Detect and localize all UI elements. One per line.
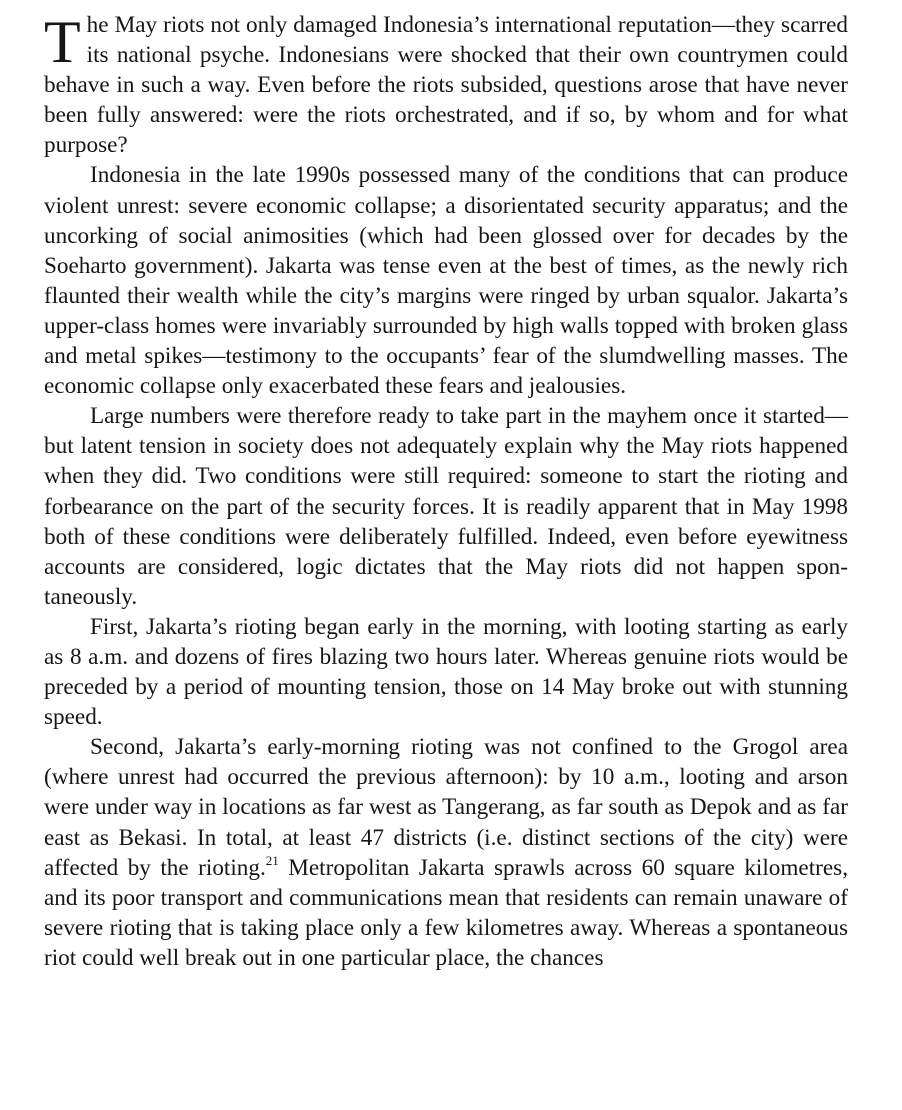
paragraph-5-text-after-note: Metropolitan Jakarta sprawls across 60 square kilometres, and its poor transport and communications mean that residents can remain unaware of severe rioting that is taking place only a few kilometres away. Whereas a spontaneous riot could well break out in one particular place, the chances [44, 854, 849, 971]
paragraph-4 [44, 612, 848, 732]
footnote-marker: 21 [265, 852, 279, 868]
paragraph-5-text-before-note: Second, Jakarta’s early-morning rioting was not confined to the Grogol area (where unrest had occurred the previous afternoon): by 10 a.m., looting and arson were under way in locations as far west as Tangerang, as far south as Depok and as far east as Bekasi. In total, at least 47 districts (i.e. distinct sections of the city) were affected by the rioting. [44, 734, 848, 881]
paragraph-4-text: First, Jakarta’s rioting began early in the morning, with looting starting as early as 8 a.m. and dozens of fires blazing two hours later. Whereas genuine riots would be preceded by a period of mounting tension, those on 14 May broke out with stunning speed. [44, 613, 848, 731]
paragraph-3-text: Large numbers were therefore ready to take part in the mayhem once it started—but latent tension in society does not adequately explain why the May riots happened when they did. Two conditions were still required: someone to start the rioting and forbearance on the part of the security forces. It is readily apparent that in May 1998 both of these conditions were deliberately fulfilled. Indeed, even before eyewitness accounts are considered, logic dictates that the May riots did not happen spontaneously. [44, 403, 848, 610]
paragraph-2-text: Indonesia in the late 1990s possessed many of the conditions that can produce violent unrest: severe economic collapse; a disorientated security apparatus; and the uncorking of social animosities (which had been glossed over for decades by the Soeharto government). Jakarta was tense even at the best of times, as the newly rich flaunted their wealth while the city’s margins were ringed by urban squalor. Jakarta’s upper-class homes were invariably surrounded by high walls topped with broken glass and metal spikes—testimony to the occupants’ fear of the slumdwelling masses. The economic collapse only exacerbated these fears and jealousies. [44, 162, 848, 400]
paragraph-1-text: he May riots not only damaged Indonesia’s international reputation—they scarred its national psyche. Indonesians were shocked that their own countrymen could behave in such a way. Even before the riots subsided, questions arose that have never been fully answered: were the riots orchestrated, and if so, by whom and for what purpose? [44, 12, 848, 159]
paragraph-2 [44, 160, 848, 401]
paragraph-5 [44, 732, 848, 973]
paragraph-3 [44, 401, 848, 612]
paragraph-1 [44, 10, 848, 160]
drop-cap-letter: T [44, 9, 81, 75]
